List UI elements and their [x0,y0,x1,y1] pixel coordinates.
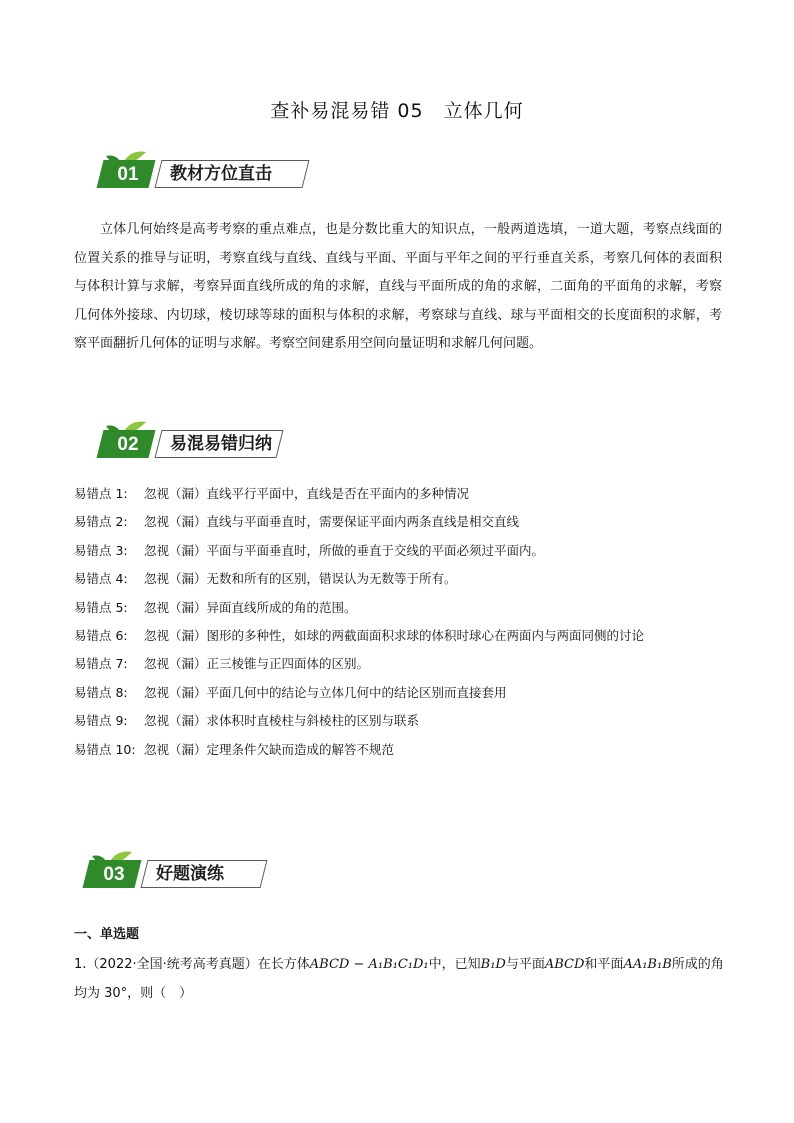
math-expression: ABCD [544,957,585,972]
error-list [74,480,724,764]
list-item [74,622,724,650]
question-text: 和平面 [584,957,624,972]
error-key: 易错点 2: [74,514,128,530]
list-item [74,480,724,508]
math-expression: AA₁B₁B [623,957,672,972]
error-text: 忽视（漏）直线与平面垂直时，需要保证平面内两条直线是相交直线 [144,514,520,530]
section-number: 01 [117,164,139,185]
math-expression: ABCD − A₁B₁C₁D₁ [309,957,429,972]
section-label: 易混易错归纳 [170,434,272,454]
list-item [74,594,724,622]
error-key: 易错点 8: [74,684,128,700]
intro-paragraph: 立体几何始终是高考考察的重点难点，也是分数比重大的知识点，一般两道选填，一道大题，考察点线面的位置关系的推导与证明，考察直线与直线、直线与平面、平面与平年之间的平行垂直关系，考察几何体的表面积与体积计算与求解，考察异面直线所成的角的求解，直线与平面所成的角的求解，二面角的平面角的求解，考察几何体外接球、内切球，棱切球等球的面积与体积的求解，考察球与直线、球与平面相交的长度面积的求解，考察平面翻折几何体的证明与求解。考察空间建系用空间向量证明和求解几何问题。 [74,222,722,352]
error-key: 易错点 6: [74,627,128,643]
section-label: 教材方位直击 [170,164,272,184]
list-item [74,565,724,593]
error-text: 忽视（漏）无数和所有的区别，错误认为无数等于所有。 [144,571,457,587]
list-item [74,736,724,764]
error-key: 易错点 9: [74,713,128,729]
error-text: 忽视（漏）平面与平面垂直时，所做的垂直于交线的平面必须过平面内。 [144,542,545,558]
question-text: 中，已知 [428,957,481,972]
error-text: 忽视（漏）直线平行平面中，直线是否在平面内的多种情况 [144,486,470,501]
section-label: 好题演练 [156,864,224,884]
list-item [74,679,724,707]
list-item [74,650,724,678]
list-item [74,508,724,536]
error-text: 忽视（漏）正三棱锥与正四面体的区别。 [144,656,370,672]
section-header-03 [86,848,276,896]
question-text: 所成的角均为 30°，则（ ） [74,957,724,1001]
question-text: 1.（2022·全国·统考高考真题）在长方体 [74,957,310,972]
section-header-01 [100,148,310,196]
error-text: 忽视（漏）异面直线所成的角的范围。 [144,599,357,615]
list-item [74,537,724,565]
error-key: 易错点 4: [74,571,128,587]
math-expression: B₁D [480,957,506,972]
section-number: 02 [117,434,139,455]
question-1 [74,951,724,1008]
error-key: 易错点 3: [74,542,128,558]
list-item [74,707,724,735]
error-text: 忽视（漏）平面几何中的结论与立体几何中的结论区别而直接套用 [144,684,507,700]
error-text: 忽视（漏）图形的多种性，如球的两截面面积求球的体积时球心在两面内与两面同侧的讨论 [144,627,645,643]
question-text: 与平面 [505,957,545,972]
practice-heading: 一、单选题 [74,927,140,942]
section-header-02 [100,418,290,466]
error-key: 易错点 7: [74,656,128,672]
page-title: 查补易混易错 05 立体几何 [270,100,524,122]
error-key: 易错点 5: [74,599,128,615]
error-key: 易错点 10: [74,741,136,757]
section-number: 03 [103,864,125,885]
error-text: 忽视（漏）求体积时直棱柱与斜棱柱的区别与联系 [144,713,420,729]
error-text: 忽视（漏）定理条件欠缺而造成的解答不规范 [144,741,395,757]
error-key: 易错点 1: [74,486,128,501]
